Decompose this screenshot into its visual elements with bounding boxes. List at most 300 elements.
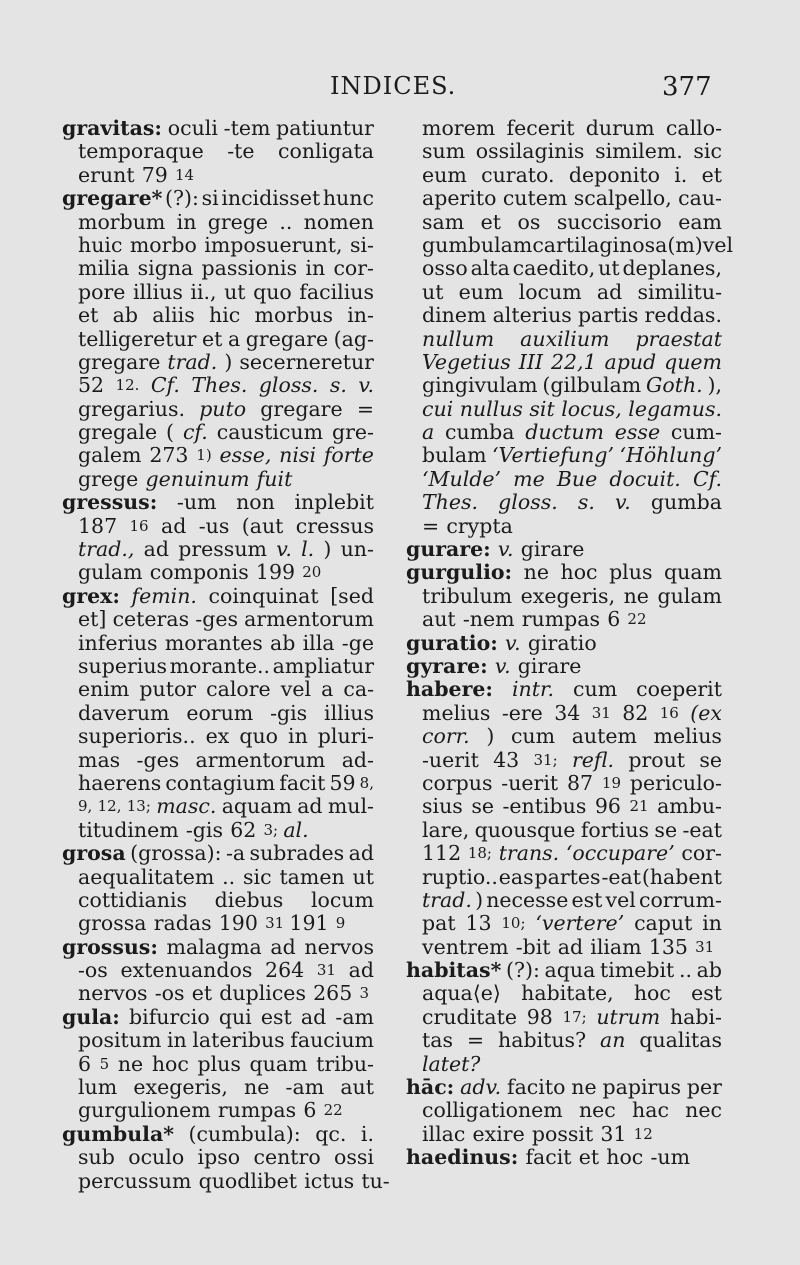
line-reference: 3 (359, 984, 369, 1003)
entry-line (62, 398, 374, 421)
word: a (321, 677, 334, 702)
entry-line (62, 959, 374, 982)
word: in (167, 1028, 187, 1053)
headword: gurare: (406, 537, 491, 562)
word: ), (707, 373, 722, 398)
headword: guratio: (406, 630, 498, 655)
headword-line (406, 538, 722, 561)
word: per (686, 1075, 722, 1100)
line-reference: 12. (115, 376, 140, 395)
word: 187 (78, 513, 118, 538)
italic-word: v. (494, 653, 511, 678)
index-entry-grosa (62, 842, 374, 936)
headword: gurgulio: (406, 560, 513, 585)
word: est (571, 887, 603, 912)
word: melius (422, 700, 491, 725)
word: se (471, 794, 494, 819)
line-reference: 13; (126, 797, 151, 816)
italic-word: nullum (422, 326, 495, 351)
entry-line (62, 1053, 374, 1076)
line-reference: 14 (175, 165, 195, 184)
word: aquam (221, 794, 292, 819)
word: ii., (190, 279, 217, 304)
word: pore (78, 279, 126, 304)
word: -eat (682, 817, 722, 842)
italic-word: esse, (219, 443, 272, 468)
word: si- (349, 232, 374, 257)
word: oculi (167, 116, 218, 140)
italic-word: trad., (78, 537, 135, 562)
italic-word: forte (323, 443, 374, 468)
italic-word: ‘Höhlung’ (619, 443, 722, 468)
word: lateribus (192, 1028, 285, 1053)
word: malagma (166, 934, 262, 959)
headword-line (62, 1006, 374, 1029)
word: ut (352, 864, 374, 889)
line-reference: 31 (695, 937, 715, 956)
word: imposuerunt, (204, 232, 343, 257)
entry-line (62, 912, 374, 935)
word: ne (571, 1075, 597, 1100)
word: ( (166, 420, 175, 445)
italic-word: v. (276, 537, 292, 562)
italic-word: quem (664, 349, 722, 374)
word: enim (78, 677, 130, 702)
word: periculo- (629, 770, 722, 795)
line-reference: 9 (335, 914, 346, 933)
word: -am (285, 1075, 325, 1100)
word: duplices (219, 981, 306, 1006)
italic-word: adv. (460, 1075, 502, 1100)
entry-line (406, 117, 722, 140)
index-entry-guratio (406, 632, 722, 655)
entry-line (62, 772, 374, 795)
word: alta (470, 256, 510, 281)
word: quo (239, 724, 278, 749)
line-reference: 8, (359, 773, 374, 792)
entry-line (62, 725, 374, 748)
word: cum- (670, 420, 722, 445)
word: milia (78, 256, 130, 281)
word: pressum (178, 537, 267, 562)
word: cau- (678, 186, 722, 211)
word: -ges (195, 607, 238, 632)
italic-word: v. (497, 537, 514, 562)
word: (grossa): (130, 841, 222, 866)
word: aperito (422, 186, 497, 211)
word: et (202, 326, 223, 351)
word: callo- (665, 116, 722, 140)
word: ad (300, 1004, 327, 1029)
word: quodlibet (198, 1168, 297, 1193)
word: deplanes, (622, 256, 722, 281)
word: girare (517, 653, 582, 678)
entry-line (406, 351, 722, 374)
entry-line (406, 936, 722, 959)
word: bulam (422, 443, 487, 468)
index-entry-gurare (406, 538, 722, 561)
word: bifurcio (129, 1004, 210, 1029)
word: iliam (590, 934, 642, 959)
word: vel (605, 887, 636, 912)
word: quam (249, 1051, 308, 1076)
headword-line (62, 936, 374, 959)
word: qc. (315, 1121, 347, 1146)
word: subrades (249, 841, 345, 866)
word: melius (653, 724, 722, 749)
word: hoc (633, 981, 671, 1006)
word: 43 (493, 747, 520, 772)
word: hac (632, 1098, 669, 1123)
word: telligeretur (78, 326, 197, 351)
word: exegeris, (133, 1075, 228, 1100)
word: temporaque (78, 139, 204, 164)
entry-line (62, 702, 374, 725)
word: pluri- (317, 724, 374, 749)
word: vel (280, 677, 312, 702)
line-reference: 12, (97, 797, 122, 816)
word: causticum (216, 420, 324, 445)
word: morantes (164, 630, 263, 655)
word: -gis (185, 817, 224, 842)
italic-word: s. (329, 373, 347, 398)
entry-line (62, 351, 374, 374)
word: 82 (622, 700, 649, 725)
word: armentorum (195, 747, 326, 772)
word: aut (422, 607, 456, 632)
word: 199 (255, 560, 296, 585)
entry-line (62, 164, 374, 187)
word: ad (143, 537, 169, 562)
entry-line (62, 866, 374, 889)
index-entry-gravitas (62, 117, 374, 187)
entry-line (406, 889, 722, 912)
line-reference: 9, (78, 797, 93, 816)
word: diebus (214, 887, 284, 912)
entry-line (406, 164, 722, 187)
italic-word: ‘Mulde’ (422, 466, 502, 491)
headword-line (406, 1076, 722, 1099)
italic-word: me (513, 466, 545, 491)
line-reference: 20 (302, 563, 322, 582)
word: incidisset (221, 186, 321, 211)
line-reference: 22 (323, 1101, 343, 1120)
italic-word: an (600, 1028, 626, 1053)
word: nervos (78, 981, 148, 1006)
headword-line (62, 585, 374, 608)
word: ut (598, 256, 620, 281)
running-head (0, 68, 800, 108)
word: i. (360, 1121, 374, 1146)
word: curato. (481, 162, 555, 187)
index-entry-habitas (406, 959, 722, 1076)
word: quousque (474, 817, 576, 842)
word: putor (139, 677, 197, 702)
word: ca- (343, 677, 374, 702)
word: percussum (78, 1168, 192, 1193)
word: aqua⟨e⟩ (422, 981, 501, 1006)
italic-word: nisi (279, 443, 317, 468)
entry-line (406, 257, 722, 280)
word: hic (209, 303, 241, 328)
line-reference: 1) (196, 446, 212, 465)
word: girare (520, 537, 585, 562)
word: papirus (602, 1075, 682, 1100)
word: grossa (78, 911, 147, 936)
line-reference: 5 (99, 1054, 110, 1073)
italic-word: l. (301, 537, 315, 562)
word: rumpas (217, 1098, 297, 1123)
word: un- (340, 537, 374, 562)
word: secerneretur (239, 349, 374, 374)
italic-word: trad. (422, 887, 472, 912)
word: gregare (260, 396, 343, 421)
word: pat (422, 911, 456, 936)
line-reference: 21 (629, 797, 649, 816)
word: gregarius. (78, 396, 185, 421)
word: possit (531, 1121, 594, 1146)
entry-line (406, 819, 722, 842)
word: illius (324, 700, 374, 725)
italic-word: docuit. (609, 466, 681, 491)
word: in (305, 256, 326, 281)
word: partes (534, 864, 601, 889)
word: patiuntur (276, 116, 374, 140)
word: ad (270, 934, 296, 959)
word: mas (78, 747, 121, 772)
word: calore (206, 677, 271, 702)
word: durum (585, 116, 655, 140)
italic-word: Thes. (191, 373, 248, 398)
word: ad (348, 841, 374, 866)
word: ) (486, 724, 495, 749)
word: componis (149, 560, 249, 585)
word: ventrem (422, 934, 509, 959)
italic-word: v. (358, 373, 374, 398)
line-reference: 12 (633, 1124, 653, 1143)
entry-line (62, 1029, 374, 1052)
italic-word: masc. (156, 794, 217, 819)
word: ossilaginis (475, 139, 585, 164)
word: fortius (580, 817, 650, 842)
headword: habitas* (406, 958, 502, 983)
word: ab (696, 958, 722, 983)
headword-line (406, 632, 722, 655)
word: -os (78, 958, 108, 983)
word: 31 (600, 1121, 627, 1146)
italic-word: auxilium (520, 326, 610, 351)
word: conligata (278, 139, 374, 164)
word: -nem (462, 607, 515, 632)
word: necesse (486, 887, 569, 912)
word: armentorum (244, 607, 374, 632)
word: crypta (446, 513, 513, 538)
word: se (699, 747, 722, 772)
word: 264 (265, 958, 305, 983)
italic-word: Cf. (150, 373, 180, 398)
word: 273 (149, 443, 189, 468)
word: caedito, (512, 256, 596, 281)
word: 191 (289, 911, 329, 936)
word: coeperit (636, 677, 722, 702)
headword: gregare* (62, 186, 163, 211)
word: osso (422, 256, 468, 281)
word: scalpello, (573, 186, 672, 211)
italic-word: genuinum (145, 466, 250, 491)
word: cressus (295, 513, 374, 538)
italic-word: trans. (498, 841, 560, 866)
word: oculo (128, 1145, 185, 1170)
word: = (466, 1028, 485, 1053)
index-entry-grex (62, 585, 374, 842)
word: ad (596, 279, 623, 304)
word: gre- (331, 420, 374, 445)
word: haerens (78, 770, 162, 795)
entry-line (406, 1053, 722, 1076)
word: ossi (334, 1145, 374, 1170)
entry-line (406, 421, 722, 444)
word: morbum (78, 209, 166, 234)
word: in (288, 724, 308, 749)
line-reference: 3; (263, 820, 279, 839)
word: titudinem (78, 817, 179, 842)
italic-word: (ex (690, 700, 722, 725)
word: a (227, 326, 241, 351)
word: faucium (290, 1028, 374, 1053)
word: gregare (245, 326, 329, 351)
word: dinem (422, 303, 487, 328)
word: -uerit (422, 747, 479, 772)
italic-word: intr. (511, 677, 555, 702)
entry-line (406, 912, 722, 935)
italic-word: refl. (571, 747, 615, 772)
entry-line (62, 281, 374, 304)
word: facit (525, 1145, 572, 1170)
entry-line (406, 702, 722, 725)
word: inferius (78, 630, 158, 655)
word: sius (422, 794, 463, 819)
entry-line (62, 795, 374, 818)
word: et (701, 162, 722, 187)
word: -ge (341, 630, 374, 655)
index-entry-habere (406, 678, 722, 959)
entry-line (406, 1123, 722, 1146)
headword-line (406, 655, 722, 678)
word: cumba (445, 420, 515, 445)
word: superius (78, 653, 168, 678)
italic-word: ductum (525, 420, 604, 445)
word: gulam (78, 560, 143, 585)
word: 6 (303, 1098, 317, 1123)
headword: habere: (406, 677, 493, 702)
headword-line (406, 678, 722, 701)
word: -a (225, 841, 246, 866)
word: eas (498, 864, 534, 889)
word: cruditate (422, 1004, 517, 1029)
word: .. (222, 864, 236, 889)
italic-word: fuit (256, 466, 293, 491)
word: cum (510, 724, 556, 749)
word: reddas. (644, 303, 722, 328)
headword-line (406, 959, 722, 982)
word: in (702, 911, 722, 936)
word: gulam (657, 583, 722, 608)
word: habi- (669, 1004, 722, 1029)
word: -eat (601, 864, 641, 889)
word: 190 (218, 911, 258, 936)
word: in (176, 209, 197, 234)
word: colligationem (422, 1098, 563, 1123)
headword-line (406, 1146, 722, 1169)
word: gumbulam (422, 232, 533, 257)
entry-line (406, 1006, 722, 1029)
word: 34 (554, 700, 581, 725)
word: gurgulionem (78, 1098, 211, 1123)
word: facilius (299, 279, 374, 304)
word: (cumbula): (188, 1121, 301, 1146)
line-reference: 18; (467, 844, 492, 863)
entry-line (406, 608, 722, 631)
italic-word: Vegetius (422, 349, 511, 374)
word: -us (198, 513, 230, 538)
word: quam (664, 560, 722, 585)
line-reference: 19 (601, 773, 621, 792)
word: ut (422, 279, 444, 304)
headword-line (62, 491, 374, 514)
entry-line (62, 561, 374, 584)
line-reference: 16 (129, 516, 149, 535)
line-reference: 31 (316, 961, 336, 980)
headword: grex: (62, 583, 120, 608)
word: 62 (230, 817, 257, 842)
italic-word: gloss. (498, 490, 558, 515)
word: ruptio.. (422, 864, 498, 889)
word: timebit (599, 958, 675, 983)
word: tas (422, 1028, 453, 1053)
word: (ag- (333, 326, 374, 351)
index-entry-gula (62, 1006, 374, 1123)
word: et (191, 981, 213, 1006)
word: non (236, 490, 275, 515)
entry-line (62, 211, 374, 234)
word: ne (623, 583, 649, 608)
word: corpus (422, 770, 493, 795)
entry-line (62, 234, 374, 257)
word: ictus (304, 1168, 355, 1193)
word: gingivulam (422, 373, 538, 398)
entry-line (62, 1076, 374, 1099)
word: mul- (327, 794, 374, 819)
word: (?): (505, 958, 540, 983)
word: se (654, 817, 678, 842)
word: eum (422, 162, 467, 187)
word: deponito (568, 162, 660, 187)
word: 6 (78, 1051, 92, 1076)
word: 96 (594, 794, 621, 819)
entry-line (406, 328, 722, 351)
word: ad- (341, 747, 374, 772)
word: ab (112, 303, 139, 328)
word: plus (197, 1051, 241, 1076)
word: ambu- (657, 794, 722, 819)
word: grege (207, 209, 269, 234)
word: ad (297, 794, 323, 819)
word: 79 (141, 162, 168, 187)
entry-line (62, 632, 374, 655)
entry-line (406, 304, 722, 327)
word: grege (78, 466, 139, 491)
index-entry-gurgulio (406, 561, 722, 631)
